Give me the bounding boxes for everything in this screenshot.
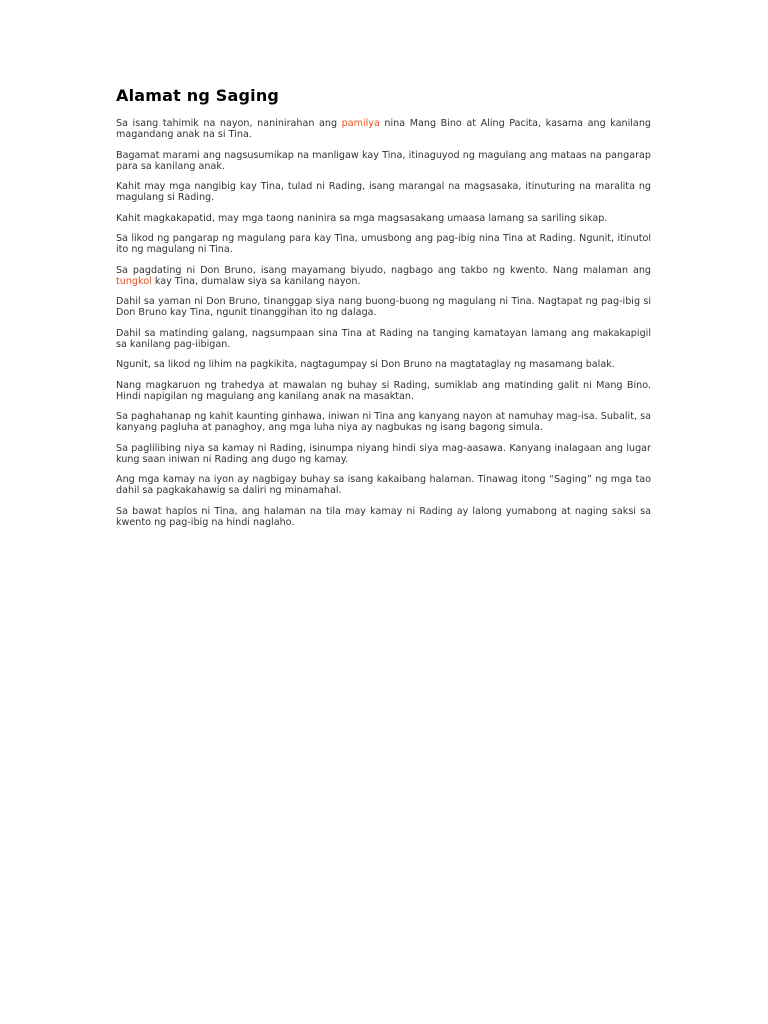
paragraph-5: Sa likod ng pangarap ng magulang para kay Tina, umusbong ang pag-ibig nina Tina at Rading. Ngunit, itinutol ito ng magulang ni Tina. <box>116 233 651 255</box>
document-page <box>116 86 651 537</box>
paragraph-6-text-end: kay Tina, dumalaw siya sa kanilang nayon. <box>151 275 361 287</box>
tungkol-link[interactable]: tungkol <box>116 275 152 287</box>
paragraph-1-text-end: nina Mang Bino at Aling Pacita, kasama ang kanilang magandang anak na si Tina. <box>116 118 651 140</box>
paragraph-12: Sa paglilibing niya sa kamay ni Rading, isinumpa niyang hindi siya mag-aasawa. Kanyang inalagaan ang lugar kung saan iniwan ni Rading ang dugo ng kamay. <box>116 442 651 465</box>
paragraph-10: Nang magkaruon ng trahedya at mawalan ng buhay si Rading, sumiklab ang matinding galit ni Mang Bino. Hindi napigilan ng magulang ang kanilang anak na masaktan. <box>116 379 651 402</box>
paragraph-4: Kahit magkakapatid, may mga taong naninira sa mga magsasakang umaasa lamang sa sariling sikap. <box>116 212 608 224</box>
paragraph-3: Kahit may mga nangibig kay Tina, tulad ni Rading, isang marangal na magsasaka, itinuturing na maralita ng magulang si Rading. <box>116 181 651 203</box>
paragraph-1 <box>116 118 651 140</box>
paragraph-8: Dahil sa matinding galang, nagsumpaan sina Tina at Rading na tanging kamatayan lamang ang makakapigil sa kanilang pag-iibigan. <box>116 327 651 350</box>
paragraph-1-text-start: Sa isang tahimik na nayon, naninirahan ang <box>116 118 342 129</box>
paragraph-2: Bagamat marami ang nagsusumikap na manligaw kay Tina, itinaguyod ng magulang ang mataas na pangarap para sa kanilang anak. <box>116 149 651 172</box>
paragraph-11: Sa paghahanap ng kahit kaunting ginhawa, iniwan ni Tina ang kanyang nayon at namuhay mag-isa. Subalit, sa kanyang pagluha at panaghoy, ang mga luha niya ay nagbukas ng isang bagong simula. <box>116 411 651 433</box>
paragraph-13: Ang mga kamay na iyon ay nagbigay buhay sa isang kakaibang halaman. Tinawag itong “Saging” ng mga tao dahil sa pagkakahawig sa daliri ng minamahal. <box>116 474 651 496</box>
pamilya-link[interactable]: pamilya <box>341 118 380 129</box>
paragraph-9: Ngunit, sa likod ng lihim na pagkikita, nagtagumpay si Don Bruno na magtataglay ng masamang balak. <box>116 359 615 370</box>
paragraph-7: Dahil sa yaman ni Don Bruno, tinanggap siya nang buong-buong ng magulang ni Tina. Nagtapat ng pag-ibig si Don Bruno kay Tina, ngunit tinanggihan ito ng dalaga. <box>116 296 651 318</box>
document-title: Alamat ng Saging <box>116 86 280 105</box>
paragraph-6 <box>116 265 651 287</box>
paragraph-6-text-start: Sa pagdating ni Don Bruno, isang mayamang biyudo, nagbago ang takbo ng kwento. Nang malaman ang <box>116 264 651 276</box>
paragraph-14: Sa bawat haplos ni Tina, ang halaman na tila may kamay ni Rading ay lalong yumabong at naging saksi sa kwento ng pag-ibig na hindi naglaho. <box>116 505 651 528</box>
